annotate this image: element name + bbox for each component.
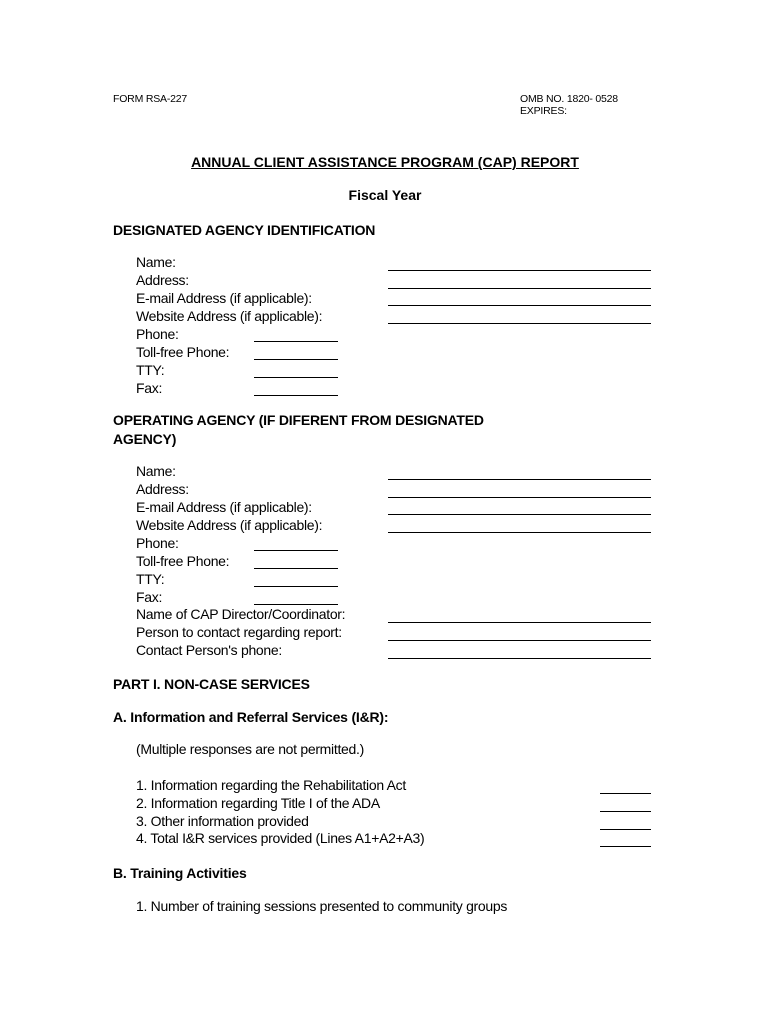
ir-item-3-field[interactable] xyxy=(600,829,651,830)
ir-item-4-label: 4. Total I&R services provided (Lines A1+A2+A3) xyxy=(136,830,425,846)
operating-fax-label: Fax: xyxy=(136,589,163,605)
designated-name-field[interactable] xyxy=(388,270,651,271)
designated-phone-field[interactable] xyxy=(254,341,338,342)
contact-person-label: Person to contact regarding report: xyxy=(136,624,342,640)
cap-director-field[interactable] xyxy=(388,622,651,623)
contact-phone-field[interactable] xyxy=(388,658,651,659)
section-a-heading: A. Information and Referral Services (I&R): xyxy=(113,709,389,725)
operating-tty-field[interactable] xyxy=(254,586,338,587)
ir-item-4-field[interactable] xyxy=(600,846,651,847)
designated-fax-field[interactable] xyxy=(254,395,338,396)
designated-tollfree-label: Toll-free Phone: xyxy=(136,344,230,360)
operating-phone-field[interactable] xyxy=(254,550,338,551)
ir-item-1-label: 1. Information regarding the Rehabilitation Act xyxy=(136,777,406,793)
designated-address-field[interactable] xyxy=(388,288,651,289)
omb-number: OMB NO. 1820- 0528 xyxy=(520,93,618,105)
part1-heading: PART I. NON-CASE SERVICES xyxy=(113,676,310,692)
operating-tollfree-label: Toll-free Phone: xyxy=(136,553,230,569)
operating-tty-label: TTY: xyxy=(136,571,165,587)
designated-tollfree-field[interactable] xyxy=(254,359,338,360)
operating-email-label: E-mail Address (if applicable): xyxy=(136,499,312,515)
designated-agency-heading: DESIGNATED AGENCY IDENTIFICATION xyxy=(113,222,376,238)
designated-name-label: Name: xyxy=(136,254,176,270)
operating-name-field[interactable] xyxy=(388,479,651,480)
designated-email-label: E-mail Address (if applicable): xyxy=(136,290,312,306)
designated-email-field[interactable] xyxy=(388,305,651,306)
operating-website-field[interactable] xyxy=(388,532,651,533)
designated-website-label: Website Address (if applicable): xyxy=(136,308,323,324)
contact-phone-label: Contact Person's phone: xyxy=(136,642,282,658)
expires-label: EXPIRES: xyxy=(520,105,567,117)
operating-address-label: Address: xyxy=(136,481,189,497)
ir-item-2-label: 2. Information regarding Title I of the ADA xyxy=(136,795,380,811)
cap-director-label: Name of CAP Director/Coordinator: xyxy=(136,606,346,622)
designated-website-field[interactable] xyxy=(388,323,651,324)
operating-phone-label: Phone: xyxy=(136,535,179,551)
operating-agency-heading-cont: AGENCY) xyxy=(113,431,177,447)
report-title: ANNUAL CLIENT ASSISTANCE PROGRAM (CAP) REPORT xyxy=(191,154,579,170)
operating-name-label: Name: xyxy=(136,463,176,479)
ir-item-2-field[interactable] xyxy=(600,811,651,812)
operating-agency-heading: OPERATING AGENCY (IF DIFERENT FROM DESIGNATED xyxy=(113,412,484,428)
operating-website-label: Website Address (if applicable): xyxy=(136,517,323,533)
section-a-note: (Multiple responses are not permitted.) xyxy=(136,741,364,757)
section-b-heading: B. Training Activities xyxy=(113,865,247,881)
designated-tty-label: TTY: xyxy=(136,362,165,378)
ir-item-1-field[interactable] xyxy=(600,793,651,794)
operating-address-field[interactable] xyxy=(388,497,651,498)
operating-tollfree-field[interactable] xyxy=(254,568,338,569)
designated-address-label: Address: xyxy=(136,272,189,288)
training-item-1-label: 1. Number of training sessions presented to community groups xyxy=(136,898,508,914)
contact-person-field[interactable] xyxy=(388,640,651,641)
designated-phone-label: Phone: xyxy=(136,326,179,342)
ir-item-3-label: 3. Other information provided xyxy=(136,813,309,829)
operating-email-field[interactable] xyxy=(388,514,651,515)
form-id: FORM RSA-227 xyxy=(113,93,188,105)
designated-tty-field[interactable] xyxy=(254,377,338,378)
operating-fax-field[interactable] xyxy=(254,604,338,605)
designated-fax-label: Fax: xyxy=(136,380,163,396)
fiscal-year-label: Fiscal Year xyxy=(348,187,422,203)
